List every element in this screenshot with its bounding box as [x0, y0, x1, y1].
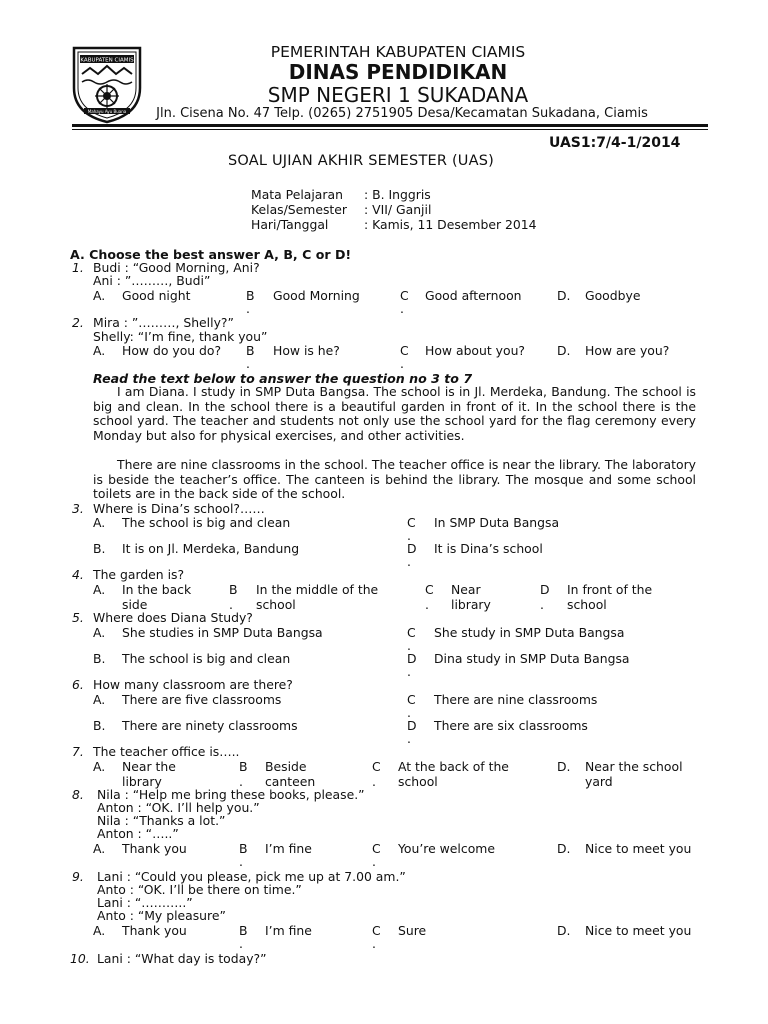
option-c-dot: .	[372, 854, 376, 869]
option-a-text: Good night	[122, 288, 191, 303]
dialogue-line: Anton : “…..”	[97, 826, 179, 841]
option-a-text: Near the	[122, 759, 176, 774]
option-a-letter: A.	[93, 343, 106, 358]
option-b-text: Good Morning	[273, 288, 360, 303]
option-b-letter: B.	[93, 541, 106, 556]
dialogue-line: Anto : “My pleasure”	[97, 908, 226, 923]
option-b-letter: B.	[93, 718, 106, 733]
option-a-text: In the back	[122, 582, 192, 597]
dialogue-line: Anton : “OK. I’ll help you.”	[97, 800, 260, 815]
option-d-text: There are six classrooms	[434, 718, 588, 733]
option-c-text-line2: library	[451, 597, 491, 612]
header-government: PEMERINTAH KABUPATEN CIAMIS	[270, 43, 526, 61]
option-d-letter: D.	[557, 759, 571, 774]
dialogue-line: Lani : “………..”	[97, 895, 193, 910]
option-c-text: Near	[451, 582, 481, 597]
option-b-letter: B	[246, 288, 255, 303]
header-rule-thin	[72, 129, 708, 130]
question-stem: Where does Diana Study?	[93, 610, 253, 625]
option-c-letter: C	[407, 625, 416, 640]
question-number: 5.	[72, 610, 84, 625]
option-a-text: There are five classrooms	[122, 692, 282, 707]
info-subject-value: : B. Inggris	[364, 187, 431, 202]
option-a-letter: A.	[93, 692, 106, 707]
info-subject-label: Mata Pelajaran	[251, 187, 343, 202]
option-d-dot: .	[407, 664, 411, 679]
option-d-text: Nice to meet you	[585, 923, 692, 938]
option-b-dot: .	[239, 854, 243, 869]
option-c-text: Sure	[398, 923, 427, 938]
option-b-text: It is on Jl. Merdeka, Bandung	[122, 541, 300, 556]
option-c-letter: C	[372, 841, 381, 856]
option-a-letter: A.	[93, 923, 106, 938]
option-b-text: There are ninety classrooms	[122, 718, 298, 733]
info-class-label: Kelas/Semester	[251, 202, 348, 217]
option-a-letter: A.	[93, 288, 106, 303]
option-c-dot: .	[372, 774, 376, 789]
option-b-text: How is he?	[273, 343, 340, 358]
reading-paragraph-2: There are nine classrooms in the school. The teacher office is near the library. The laboratory is beside the teacher’s office. The canteen is behind the library. The mosque and some school toilets are in the back side of the school.	[93, 457, 696, 502]
info-class-value: : VII/ Ganjil	[364, 202, 432, 217]
question-number: 2.	[72, 315, 84, 330]
option-d-letter: D	[407, 718, 417, 733]
option-b-dot: .	[246, 356, 250, 371]
option-c-text: At the back of the	[398, 759, 509, 774]
option-b-text-line2: school	[256, 597, 296, 612]
option-b-letter: B	[239, 759, 248, 774]
option-d-text: In front of the	[567, 582, 653, 597]
option-d-text: Nice to meet you	[585, 841, 692, 856]
option-d-dot: .	[540, 597, 544, 612]
option-c-text: There are nine classrooms	[434, 692, 598, 707]
option-d-text: Near the school	[585, 759, 683, 774]
logo-motto: Mahayu Ayu Buana	[87, 109, 127, 114]
option-d-letter: D	[407, 541, 417, 556]
option-b-dot: .	[229, 597, 233, 612]
question-stem: The garden is?	[93, 567, 185, 582]
option-b-text: The school is big and clean	[122, 651, 291, 666]
option-d-text: How are you?	[585, 343, 670, 358]
option-a-text: Thank you	[122, 841, 187, 856]
question-number: 8.	[72, 787, 84, 802]
question-number: 9.	[72, 869, 84, 884]
question-number: 10.	[70, 951, 90, 966]
header-address: Jln. Cisena No. 47 Telp. (0265) 2751905 Desa/Kecamatan Sukadana, Ciamis	[156, 106, 648, 121]
option-c-dot: .	[400, 356, 404, 371]
dialogue-line: Anto : “OK. I’ll be there on time.”	[97, 882, 302, 897]
dialogue-line: Shelly: “I’m fine, thank you”	[93, 329, 268, 344]
option-d-text-line2: school	[567, 597, 607, 612]
dialogue-line: Budi : “Good Morning, Ani?	[93, 260, 260, 275]
dialogue-line: Lani : “What day is today?”	[97, 951, 267, 966]
question-number: 6.	[72, 677, 84, 692]
option-a-text-line2: library	[122, 774, 162, 789]
reading-instruction: Read the text below to answer the question no 3 to 7	[93, 371, 473, 386]
option-a-letter: A.	[93, 515, 106, 530]
option-c-text-line2: school	[398, 774, 438, 789]
option-a-text-line2: side	[122, 597, 148, 612]
option-c-dot: .	[407, 638, 411, 653]
option-b-letter: B	[239, 923, 248, 938]
option-b-letter: B.	[93, 651, 106, 666]
option-c-dot: .	[372, 936, 376, 951]
option-d-text-line2: yard	[585, 774, 613, 789]
option-b-letter: B	[239, 841, 248, 856]
option-d-letter: D.	[557, 841, 571, 856]
question-stem: How many classroom are there?	[93, 677, 293, 692]
option-c-text: She study in SMP Duta Bangsa	[434, 625, 625, 640]
option-c-dot: .	[425, 597, 429, 612]
option-a-text: How do you do?	[122, 343, 222, 358]
option-d-text: Dina study in SMP Duta Bangsa	[434, 651, 630, 666]
logo-caption: KABUPATEN CIAMIS	[80, 57, 134, 64]
dialogue-line: Nila : “Help me bring these books, please.”	[97, 787, 365, 802]
header-school: SMP NEGERI 1 SUKADANA	[267, 83, 529, 107]
option-c-letter: C	[400, 288, 409, 303]
option-d-letter: D	[407, 651, 417, 666]
option-c-letter: C	[425, 582, 434, 597]
option-b-text: I’m fine	[265, 923, 312, 938]
option-c-dot: .	[400, 301, 404, 316]
question-stem: The teacher office is…..	[93, 744, 240, 759]
section-a-heading: A. Choose the best answer A, B, C or D!	[70, 247, 352, 262]
option-b-text: In the middle of the	[256, 582, 379, 597]
option-a-letter: A.	[93, 582, 106, 597]
exam-title: SOAL UJIAN AKHIR SEMESTER (UAS)	[228, 153, 494, 169]
option-a-text: Thank you	[122, 923, 187, 938]
question-number: 3.	[72, 501, 84, 516]
option-d-dot: .	[407, 554, 411, 569]
option-d-dot: .	[407, 731, 411, 746]
option-d-letter: D.	[557, 343, 571, 358]
option-c-letter: C	[400, 343, 409, 358]
info-date-value: : Kamis, 11 Desember 2014	[364, 217, 537, 232]
info-date-label: Hari/Tanggal	[251, 217, 329, 232]
option-c-letter: C	[372, 759, 381, 774]
option-d-letter: D.	[557, 923, 571, 938]
option-c-text: Good afternoon	[425, 288, 522, 303]
document-code: UAS1:7/4-1/2014	[549, 135, 681, 151]
option-d-letter: D.	[557, 288, 571, 303]
option-b-dot: .	[239, 936, 243, 951]
option-b-dot: .	[239, 774, 243, 789]
option-b-text: I’m fine	[265, 841, 312, 856]
option-d-text: It is Dina’s school	[434, 541, 543, 556]
dialogue-line: Ani : ”………, Budi”	[93, 273, 211, 288]
reading-paragraph-1: I am Diana. I study in SMP Duta Bangsa. The school is in Jl. Merdeka, Bandung. The school is big and clean. In the school there is a beautiful garden in front of it. In the school there is the school yard. The teacher and students not only use the school yard for the flag ceremony every Monday but also for physical exercises, and other activities.	[93, 384, 696, 443]
option-a-text: She studies in SMP Duta Bangsa	[122, 625, 323, 640]
option-c-text: In SMP Duta Bangsa	[434, 515, 560, 530]
option-b-letter: B	[229, 582, 238, 597]
option-d-letter: D	[540, 582, 550, 597]
option-c-letter: C	[407, 515, 416, 530]
option-b-dot: .	[246, 301, 250, 316]
option-a-letter: A.	[93, 841, 106, 856]
header-rule-thick	[72, 124, 708, 127]
dialogue-line: Lani : “Could you please, pick me up at 7.00 am.”	[97, 869, 406, 884]
dialogue-line: Nila : “Thanks a lot.”	[97, 813, 226, 828]
dialogue-line: Mira : ”………, Shelly?”	[93, 315, 234, 330]
option-a-text: The school is big and clean	[122, 515, 291, 530]
option-c-letter: C	[407, 692, 416, 707]
header-department: DINAS PENDIDIKAN	[288, 60, 508, 84]
option-b-letter: B	[246, 343, 255, 358]
option-a-letter: A.	[93, 759, 106, 774]
question-stem: Where is Dina’s school?……	[93, 501, 265, 516]
option-d-text: Goodbye	[585, 288, 641, 303]
option-c-dot: .	[407, 705, 411, 720]
option-c-text: How about you?	[425, 343, 526, 358]
option-b-text: Beside	[265, 759, 307, 774]
option-c-letter: C	[372, 923, 381, 938]
question-number: 7.	[72, 744, 84, 759]
option-a-letter: A.	[93, 625, 106, 640]
option-c-dot: .	[407, 528, 411, 543]
question-number: 1.	[72, 260, 84, 275]
option-c-text: You’re welcome	[398, 841, 495, 856]
question-number: 4.	[72, 567, 84, 582]
option-b-text-line2: canteen	[265, 774, 316, 789]
